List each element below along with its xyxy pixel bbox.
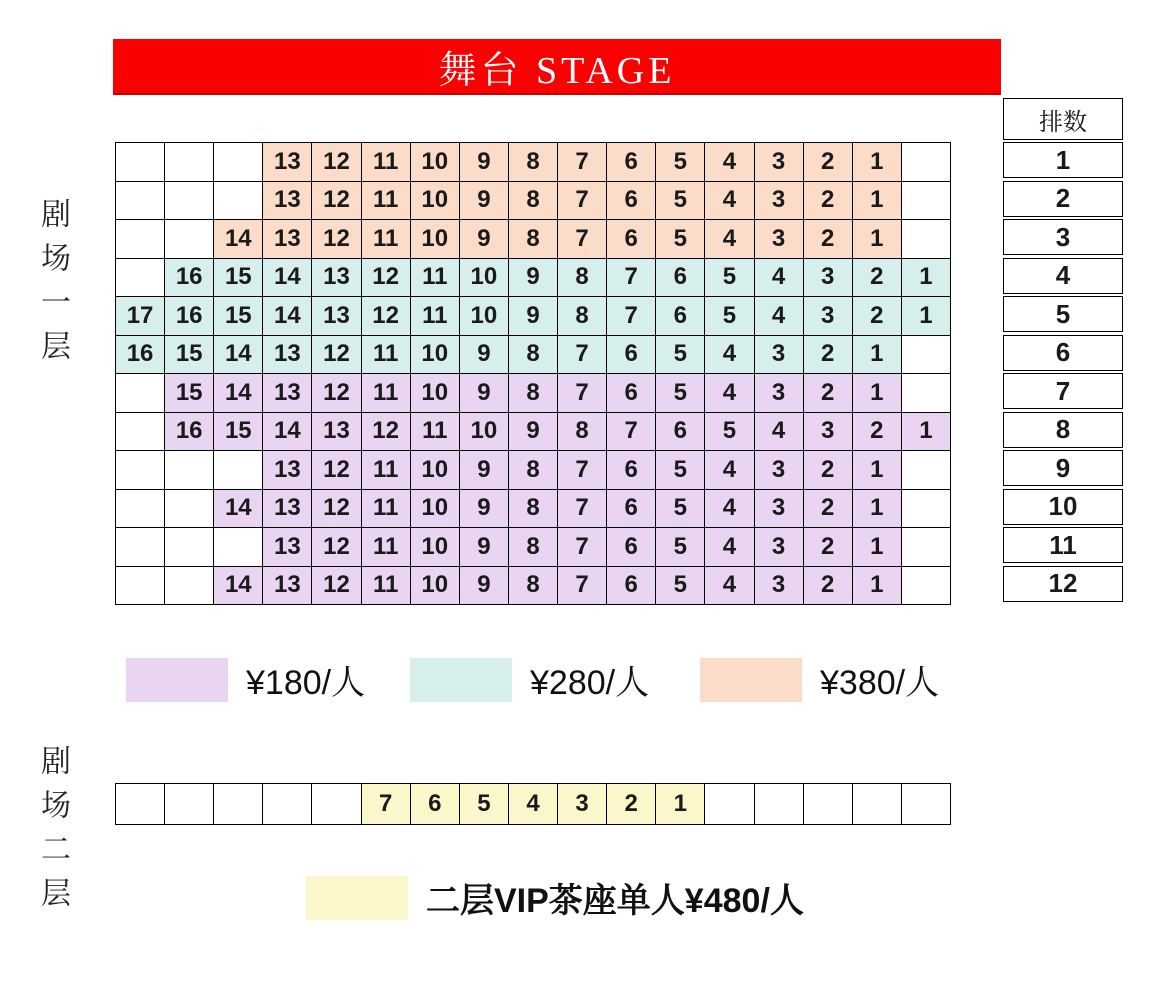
empty-cell	[214, 182, 263, 221]
seat-row7-1[interactable]: 1	[853, 374, 902, 413]
seat-row10-8[interactable]: 8	[509, 490, 558, 529]
seat-rowvip-5[interactable]: 5	[460, 784, 509, 825]
seat-row12-6[interactable]: 6	[607, 567, 656, 606]
seat-row2-9[interactable]: 9	[460, 182, 509, 221]
seat-row6-5[interactable]: 5	[656, 336, 705, 375]
seat-row9-4[interactable]: 4	[705, 451, 754, 490]
legend-label-vip: 二层VIP茶座单人¥480/人	[426, 882, 804, 920]
seat-row9-5[interactable]: 5	[656, 451, 705, 490]
seat-row10-11[interactable]: 11	[362, 490, 411, 529]
seat-row12-2[interactable]: 2	[804, 567, 853, 606]
empty-cell	[902, 567, 951, 606]
row-number-12: 12	[1003, 566, 1123, 602]
seat-row3-14[interactable]: 14	[214, 220, 263, 259]
seat-row4-4[interactable]: 4	[755, 259, 804, 298]
seat-row1-13[interactable]: 13	[263, 143, 312, 182]
seat-row6-9[interactable]: 9	[460, 336, 509, 375]
seat-row3-13[interactable]: 13	[263, 220, 312, 259]
seat-row2-8[interactable]: 8	[509, 182, 558, 221]
seat-row6-14[interactable]: 14	[214, 336, 263, 375]
seat-row1-12[interactable]: 12	[312, 143, 361, 182]
empty-cell	[116, 528, 165, 567]
row-number-8: 8	[1003, 412, 1123, 448]
seat-row7-12[interactable]: 12	[312, 374, 361, 413]
seat-row2-6[interactable]: 6	[607, 182, 656, 221]
row-number-10: 10	[1003, 489, 1123, 525]
legend-item-vip	[306, 873, 804, 922]
empty-cell	[214, 528, 263, 567]
seat-row6-6[interactable]: 6	[607, 336, 656, 375]
seat-row1-7[interactable]: 7	[558, 143, 607, 182]
seat-row6-12[interactable]: 12	[312, 336, 361, 375]
seat-row3-9[interactable]: 9	[460, 220, 509, 259]
empty-cell	[165, 490, 214, 529]
empty-cell	[165, 451, 214, 490]
seat-rowvip-6[interactable]: 6	[411, 784, 460, 825]
seat-row1-11[interactable]: 11	[362, 143, 411, 182]
row-number-header: 排数	[1003, 98, 1123, 140]
seat-rowvip-7[interactable]: 7	[362, 784, 411, 825]
seat-row11-6[interactable]: 6	[607, 528, 656, 567]
seat-row6-16[interactable]: 16	[116, 336, 165, 375]
seat-row9-10[interactable]: 10	[411, 451, 460, 490]
seat-row11-10[interactable]: 10	[411, 528, 460, 567]
seat-row9-8[interactable]: 8	[509, 451, 558, 490]
seat-row4-9[interactable]: 9	[509, 259, 558, 298]
seat-row6-15[interactable]: 15	[165, 336, 214, 375]
seat-row3-6[interactable]: 6	[607, 220, 656, 259]
seat-rowvip-4[interactable]: 4	[509, 784, 558, 825]
seat-row1-6[interactable]: 6	[607, 143, 656, 182]
seat-row3-12[interactable]: 12	[312, 220, 361, 259]
legend-label-280: ¥280/人	[530, 664, 650, 702]
row-number-5: 5	[1003, 296, 1123, 332]
seat-row10-9[interactable]: 9	[460, 490, 509, 529]
seat-row10-5[interactable]: 5	[656, 490, 705, 529]
seat-row4-5[interactable]: 5	[705, 259, 754, 298]
empty-cell	[902, 182, 951, 221]
empty-cell	[853, 784, 902, 825]
seat-row5-8[interactable]: 8	[558, 297, 607, 336]
seat-row2-10[interactable]: 10	[411, 182, 460, 221]
empty-cell	[804, 784, 853, 825]
seat-row9-9[interactable]: 9	[460, 451, 509, 490]
legend-label-180: ¥180/人	[246, 664, 366, 702]
empty-cell	[902, 528, 951, 567]
seat-row1-4[interactable]: 4	[705, 143, 754, 182]
seat-row1-1[interactable]: 1	[853, 143, 902, 182]
seat-row10-7[interactable]: 7	[558, 490, 607, 529]
seat-row9-12[interactable]: 12	[312, 451, 361, 490]
seat-row12-4[interactable]: 4	[705, 567, 754, 606]
empty-cell	[116, 784, 165, 825]
seat-row9-2[interactable]: 2	[804, 451, 853, 490]
seat-row8-4[interactable]: 4	[755, 413, 804, 452]
seat-row5-16[interactable]: 16	[165, 297, 214, 336]
empty-cell	[902, 451, 951, 490]
seat-row3-3[interactable]: 3	[755, 220, 804, 259]
seat-row12-5[interactable]: 5	[656, 567, 705, 606]
seat-row8-11[interactable]: 11	[411, 413, 460, 452]
seat-row1-10[interactable]: 10	[411, 143, 460, 182]
seat-row4-16[interactable]: 16	[165, 259, 214, 298]
seat-row1-3[interactable]: 3	[755, 143, 804, 182]
seat-row6-4[interactable]: 4	[705, 336, 754, 375]
seat-row5-17[interactable]: 17	[116, 297, 165, 336]
seat-row4-1[interactable]: 1	[902, 259, 951, 298]
seat-row7-6[interactable]: 6	[607, 374, 656, 413]
seat-row12-8[interactable]: 8	[509, 567, 558, 606]
seat-row8-8[interactable]: 8	[558, 413, 607, 452]
seat-row2-13[interactable]: 13	[263, 182, 312, 221]
seat-row1-5[interactable]: 5	[656, 143, 705, 182]
empty-cell	[902, 784, 951, 825]
empty-cell	[902, 374, 951, 413]
empty-cell	[902, 143, 951, 182]
seat-row8-3[interactable]: 3	[804, 413, 853, 452]
seat-row8-14[interactable]: 14	[263, 413, 312, 452]
seat-row7-10[interactable]: 10	[411, 374, 460, 413]
seat-rowvip-3[interactable]: 3	[558, 784, 607, 825]
seat-row4-15[interactable]: 15	[214, 259, 263, 298]
seat-row10-14[interactable]: 14	[214, 490, 263, 529]
seat-row3-4[interactable]: 4	[705, 220, 754, 259]
seat-row11-2[interactable]: 2	[804, 528, 853, 567]
seat-row12-10[interactable]: 10	[411, 567, 460, 606]
seat-row8-1[interactable]: 1	[902, 413, 951, 452]
seat-row8-10[interactable]: 10	[460, 413, 509, 452]
seat-row7-5[interactable]: 5	[656, 374, 705, 413]
seat-row9-6[interactable]: 6	[607, 451, 656, 490]
empty-cell	[312, 784, 361, 825]
empty-cell	[116, 567, 165, 606]
seat-row5-14[interactable]: 14	[263, 297, 312, 336]
seat-row5-12[interactable]: 12	[362, 297, 411, 336]
seat-row12-1[interactable]: 1	[853, 567, 902, 606]
seat-rowvip-1[interactable]: 1	[656, 784, 705, 825]
legend-swatch-vip	[306, 876, 408, 920]
seat-row10-6[interactable]: 6	[607, 490, 656, 529]
seat-row8-16[interactable]: 16	[165, 413, 214, 452]
seat-row9-7[interactable]: 7	[558, 451, 607, 490]
seat-row2-1[interactable]: 1	[853, 182, 902, 221]
seat-row12-7[interactable]: 7	[558, 567, 607, 606]
seat-row10-1[interactable]: 1	[853, 490, 902, 529]
seat-row1-2[interactable]: 2	[804, 143, 853, 182]
seat-row9-1[interactable]: 1	[853, 451, 902, 490]
seat-row7-3[interactable]: 3	[755, 374, 804, 413]
empty-cell	[214, 143, 263, 182]
row-number-9: 9	[1003, 450, 1123, 486]
seat-row10-4[interactable]: 4	[705, 490, 754, 529]
empty-cell	[214, 784, 263, 825]
seat-row5-9[interactable]: 9	[509, 297, 558, 336]
empty-cell	[116, 143, 165, 182]
seat-row5-4[interactable]: 4	[755, 297, 804, 336]
legend-item-280	[410, 655, 649, 704]
empty-cell	[116, 451, 165, 490]
seat-row1-8[interactable]: 8	[509, 143, 558, 182]
seat-row4-11[interactable]: 11	[411, 259, 460, 298]
seat-row5-13[interactable]: 13	[312, 297, 361, 336]
row-number-11: 11	[1003, 527, 1123, 563]
seat-row4-6[interactable]: 6	[656, 259, 705, 298]
seat-row4-12[interactable]: 12	[362, 259, 411, 298]
seat-row2-5[interactable]: 5	[656, 182, 705, 221]
seat-row11-5[interactable]: 5	[656, 528, 705, 567]
seat-row4-8[interactable]: 8	[558, 259, 607, 298]
seat-row7-13[interactable]: 13	[263, 374, 312, 413]
seat-row5-3[interactable]: 3	[804, 297, 853, 336]
seat-row1-9[interactable]: 9	[460, 143, 509, 182]
seat-row7-11[interactable]: 11	[362, 374, 411, 413]
row-number-2: 2	[1003, 181, 1123, 217]
seat-row8-9[interactable]: 9	[509, 413, 558, 452]
seat-row3-7[interactable]: 7	[558, 220, 607, 259]
seat-row9-11[interactable]: 11	[362, 451, 411, 490]
empty-cell	[165, 143, 214, 182]
seat-row11-13[interactable]: 13	[263, 528, 312, 567]
seat-row8-15[interactable]: 15	[214, 413, 263, 452]
floor2-seat-row	[115, 783, 951, 825]
stage-banner: 舞台 STAGE	[113, 39, 1001, 95]
seat-row2-3[interactable]: 3	[755, 182, 804, 221]
empty-cell	[116, 182, 165, 221]
seat-row5-5[interactable]: 5	[705, 297, 754, 336]
floor2-label: 剧场二层	[36, 745, 69, 921]
row-number-7: 7	[1003, 373, 1123, 409]
empty-cell	[755, 784, 804, 825]
seat-row8-12[interactable]: 12	[362, 413, 411, 452]
seat-row6-3[interactable]: 3	[755, 336, 804, 375]
seat-row3-11[interactable]: 11	[362, 220, 411, 259]
seat-row2-4[interactable]: 4	[705, 182, 754, 221]
empty-cell	[116, 220, 165, 259]
seat-row11-9[interactable]: 9	[460, 528, 509, 567]
seat-row3-5[interactable]: 5	[656, 220, 705, 259]
legend-item-180	[126, 655, 365, 704]
seat-row12-11[interactable]: 11	[362, 567, 411, 606]
seat-row11-4[interactable]: 4	[705, 528, 754, 567]
seat-row12-9[interactable]: 9	[460, 567, 509, 606]
seat-row7-15[interactable]: 15	[165, 374, 214, 413]
seat-row10-3[interactable]: 3	[755, 490, 804, 529]
seat-row10-10[interactable]: 10	[411, 490, 460, 529]
empty-cell	[116, 490, 165, 529]
seat-row11-8[interactable]: 8	[509, 528, 558, 567]
empty-cell	[902, 220, 951, 259]
empty-cell	[165, 528, 214, 567]
legend-swatch-280	[410, 658, 512, 702]
seat-row7-14[interactable]: 14	[214, 374, 263, 413]
empty-cell	[116, 413, 165, 452]
seat-row12-14[interactable]: 14	[214, 567, 263, 606]
empty-cell	[165, 567, 214, 606]
seat-row6-11[interactable]: 11	[362, 336, 411, 375]
seat-row11-3[interactable]: 3	[755, 528, 804, 567]
seat-row11-7[interactable]: 7	[558, 528, 607, 567]
seat-row7-4[interactable]: 4	[705, 374, 754, 413]
legend-label-380: ¥380/人	[820, 664, 940, 702]
seat-row3-10[interactable]: 10	[411, 220, 460, 259]
seat-row12-13[interactable]: 13	[263, 567, 312, 606]
legend-swatch-180	[126, 658, 228, 702]
seat-row8-7[interactable]: 7	[607, 413, 656, 452]
seat-row2-7[interactable]: 7	[558, 182, 607, 221]
seat-row4-13[interactable]: 13	[312, 259, 361, 298]
empty-cell	[902, 336, 951, 375]
seat-row4-7[interactable]: 7	[607, 259, 656, 298]
seat-row2-2[interactable]: 2	[804, 182, 853, 221]
seat-row10-12[interactable]: 12	[312, 490, 361, 529]
seat-row4-3[interactable]: 3	[804, 259, 853, 298]
seat-row5-10[interactable]: 10	[460, 297, 509, 336]
seat-row11-12[interactable]: 12	[312, 528, 361, 567]
seat-row6-10[interactable]: 10	[411, 336, 460, 375]
seat-row12-3[interactable]: 3	[755, 567, 804, 606]
row-number-1: 1	[1003, 142, 1123, 178]
seat-row5-15[interactable]: 15	[214, 297, 263, 336]
seat-row9-13[interactable]: 13	[263, 451, 312, 490]
empty-cell	[705, 784, 754, 825]
seat-row6-8[interactable]: 8	[509, 336, 558, 375]
seat-row5-2[interactable]: 2	[853, 297, 902, 336]
empty-cell	[902, 490, 951, 529]
row-number-column	[1003, 98, 1123, 602]
row-number-4: 4	[1003, 258, 1123, 294]
seat-row7-7[interactable]: 7	[558, 374, 607, 413]
seat-row9-3[interactable]: 3	[755, 451, 804, 490]
seat-row6-13[interactable]: 13	[263, 336, 312, 375]
seat-row6-2[interactable]: 2	[804, 336, 853, 375]
seat-row8-13[interactable]: 13	[312, 413, 361, 452]
seat-row4-14[interactable]: 14	[263, 259, 312, 298]
seat-row3-2[interactable]: 2	[804, 220, 853, 259]
empty-cell	[165, 182, 214, 221]
empty-cell	[214, 451, 263, 490]
empty-cell	[165, 220, 214, 259]
seat-row10-2[interactable]: 2	[804, 490, 853, 529]
seat-row10-13[interactable]: 13	[263, 490, 312, 529]
empty-cell	[116, 259, 165, 298]
seat-row6-1[interactable]: 1	[853, 336, 902, 375]
seat-row4-10[interactable]: 10	[460, 259, 509, 298]
seat-row12-12[interactable]: 12	[312, 567, 361, 606]
seat-row7-2[interactable]: 2	[804, 374, 853, 413]
legend-item-380	[700, 655, 939, 704]
seat-row2-12[interactable]: 12	[312, 182, 361, 221]
seat-row3-1[interactable]: 1	[853, 220, 902, 259]
seat-row7-8[interactable]: 8	[509, 374, 558, 413]
seat-row8-5[interactable]: 5	[705, 413, 754, 452]
seat-row7-9[interactable]: 9	[460, 374, 509, 413]
seat-row6-7[interactable]: 7	[558, 336, 607, 375]
seat-row11-11[interactable]: 11	[362, 528, 411, 567]
seat-row5-6[interactable]: 6	[656, 297, 705, 336]
seat-row8-6[interactable]: 6	[656, 413, 705, 452]
empty-cell	[263, 784, 312, 825]
seat-row5-11[interactable]: 11	[411, 297, 460, 336]
empty-cell	[116, 374, 165, 413]
seat-row11-1[interactable]: 1	[853, 528, 902, 567]
row-number-3: 3	[1003, 219, 1123, 255]
row-number-6: 6	[1003, 335, 1123, 371]
seat-row8-2[interactable]: 2	[853, 413, 902, 452]
seat-row5-7[interactable]: 7	[607, 297, 656, 336]
seat-row5-1[interactable]: 1	[902, 297, 951, 336]
seat-row2-11[interactable]: 11	[362, 182, 411, 221]
legend-swatch-380	[700, 658, 802, 702]
seat-row3-8[interactable]: 8	[509, 220, 558, 259]
seat-rowvip-2[interactable]: 2	[607, 784, 656, 825]
floor1-seat-grid	[115, 142, 951, 605]
floor1-label: 剧场一层	[36, 198, 69, 374]
seat-row4-2[interactable]: 2	[853, 259, 902, 298]
empty-cell	[165, 784, 214, 825]
